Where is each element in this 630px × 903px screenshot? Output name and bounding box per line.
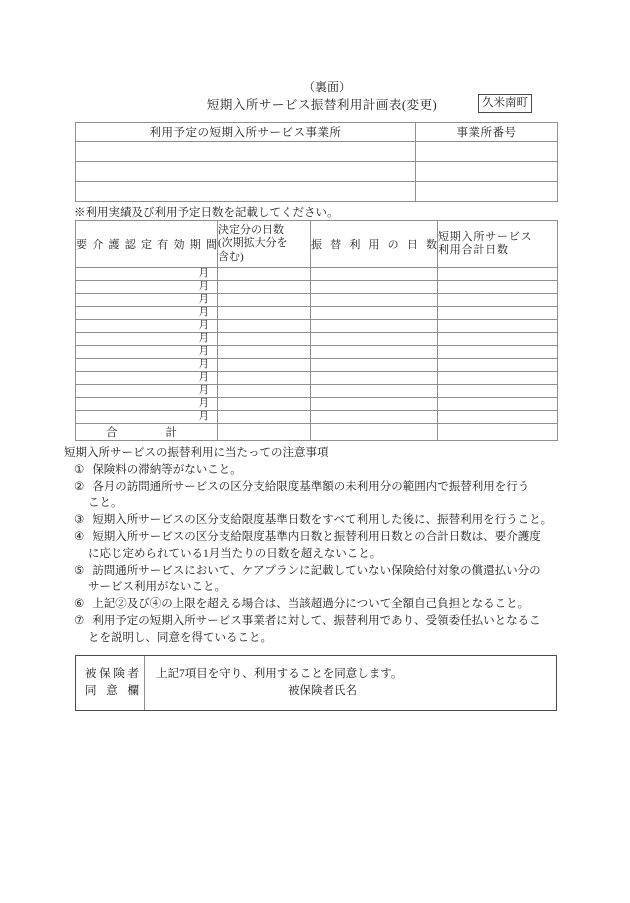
office-number-header: 事業所番号 [416, 123, 558, 142]
entry-cell [311, 398, 438, 411]
decided-days-header: 決定分の日数 (次期拡大分を 含む) [218, 221, 311, 268]
month-cell: 月 [76, 320, 218, 333]
entry-cell [311, 359, 438, 372]
office-row [76, 182, 558, 202]
entry-cell [218, 424, 311, 441]
month-cell: 月 [76, 359, 218, 372]
office-name-cell [76, 142, 416, 162]
entry-cell [438, 333, 558, 346]
note-item-2: ② 各月の訪問通所サービスの区分支給限度基準額の未利用分の範囲内で振替利用を行う こと。 [74, 480, 530, 510]
entry-cell [218, 398, 311, 411]
notes-section [64, 445, 568, 647]
plan-month-row [76, 307, 558, 320]
consent-box [75, 655, 557, 711]
office-name-header: 利用予定の短期入所サービス事業所 [76, 123, 416, 142]
total-label-cell: 合計 [76, 424, 218, 441]
entry-cell [218, 411, 311, 424]
entry-cell [438, 268, 558, 281]
plan-month-row [76, 320, 558, 333]
plan-month-row [76, 268, 558, 281]
office-row [76, 162, 558, 182]
office-number-cell [416, 142, 558, 162]
usage-note: ※利用実績及び利用予定日数を記載してください。 [74, 207, 339, 219]
entry-cell [438, 411, 558, 424]
plan-table-header-row [76, 221, 558, 268]
month-cell: 月 [76, 385, 218, 398]
month-cell: 月 [76, 372, 218, 385]
consent-label: 被保険者 同意欄 [76, 656, 145, 710]
month-cell: 月 [76, 333, 218, 346]
entry-cell [311, 346, 438, 359]
office-row [76, 142, 558, 162]
plan-month-row [76, 411, 558, 424]
entry-cell [311, 372, 438, 385]
town-stamp-box: 久米南町 [478, 94, 532, 113]
entry-cell [438, 346, 558, 359]
month-cell: 月 [76, 268, 218, 281]
entry-cell [218, 372, 311, 385]
month-cell: 月 [76, 281, 218, 294]
office-name-cell [76, 162, 416, 182]
month-cell: 月 [76, 307, 218, 320]
note-item-7: ⑦ 利用予定の短期入所サービス事業者に対して、振替利用であり、受領委任払いとなるこ とを説明し、同意を得ていること。 [74, 614, 541, 644]
consent-statement: 上記7項目を守り、利用することを同意します。 [156, 668, 403, 680]
entry-cell [218, 385, 311, 398]
note-item-1: ① 保険料の滞納等がないこと。 [74, 463, 242, 476]
entry-cell [311, 333, 438, 346]
month-cell: 月 [76, 346, 218, 359]
entry-cell [438, 294, 558, 307]
office-table [75, 122, 558, 202]
entry-cell [438, 320, 558, 333]
entry-cell [311, 411, 438, 424]
month-cell: 月 [76, 398, 218, 411]
entry-cell [438, 385, 558, 398]
entry-cell [218, 346, 311, 359]
cert-period-header: 要介護認定有効期間 [76, 221, 218, 268]
note-item-6: ⑥ 上記②及び④の上限を超える場合は、当該超過分について全額自己負担となること。 [74, 598, 530, 611]
plan-month-row [76, 294, 558, 307]
plan-month-row [76, 385, 558, 398]
plan-month-row [76, 281, 558, 294]
note-item-3: ③ 短期入所サービスの区分支給限度基準日数をすべて利用した後に、振替利用を行うこと。 [74, 514, 553, 527]
plan-month-row [76, 359, 558, 372]
entry-cell [218, 333, 311, 346]
plan-month-row [76, 346, 558, 359]
entry-cell [218, 281, 311, 294]
entry-cell [311, 294, 438, 307]
entry-cell [438, 307, 558, 320]
entry-cell [311, 385, 438, 398]
office-name-cell [76, 182, 416, 202]
consent-body [145, 656, 556, 710]
entry-cell [438, 398, 558, 411]
entry-cell [218, 320, 311, 333]
notes-heading: 短期入所サービスの振替利用に当たっての注意事項 [64, 447, 329, 459]
entry-cell [311, 307, 438, 320]
office-number-cell [416, 182, 558, 202]
total-days-header: 短期入所サービス 利用合計日数 [438, 221, 558, 268]
office-table-header-row [76, 123, 558, 142]
plan-month-row [76, 333, 558, 346]
entry-cell [311, 424, 438, 441]
back-side-label: （裏面） [302, 80, 351, 94]
entry-cell [311, 268, 438, 281]
entry-cell [311, 281, 438, 294]
insured-name-label: 被保険者氏名 [288, 685, 357, 697]
transfer-days-header: 振替利用の日数 [311, 221, 438, 268]
entry-cell [218, 268, 311, 281]
office-number-cell [416, 162, 558, 182]
page-title: 短期入所サービス振替利用計画表(変更) [206, 98, 438, 112]
entry-cell [218, 359, 311, 372]
entry-cell [438, 281, 558, 294]
note-item-4: ④ 短期入所サービスの区分支給限度基準内日数と振替利用日数との合計日数は、要介護度 に応じ定められている1月当たりの日数を超えないこと。 [74, 530, 541, 560]
entry-cell [438, 359, 558, 372]
entry-cell [218, 307, 311, 320]
plan-month-row [76, 372, 558, 385]
plan-table [75, 220, 558, 441]
month-cell: 月 [76, 294, 218, 307]
note-item-5: ⑤ 訪問通所サービスにおいて、ケアプランに記載していない保険給付対象の償還払い分の サービス利用がないこと。 [74, 564, 541, 594]
entry-cell [311, 320, 438, 333]
plan-total-row [76, 424, 558, 441]
entry-cell [438, 424, 558, 441]
entry-cell [438, 372, 558, 385]
month-cell: 月 [76, 411, 218, 424]
plan-month-row [76, 398, 558, 411]
entry-cell [218, 294, 311, 307]
